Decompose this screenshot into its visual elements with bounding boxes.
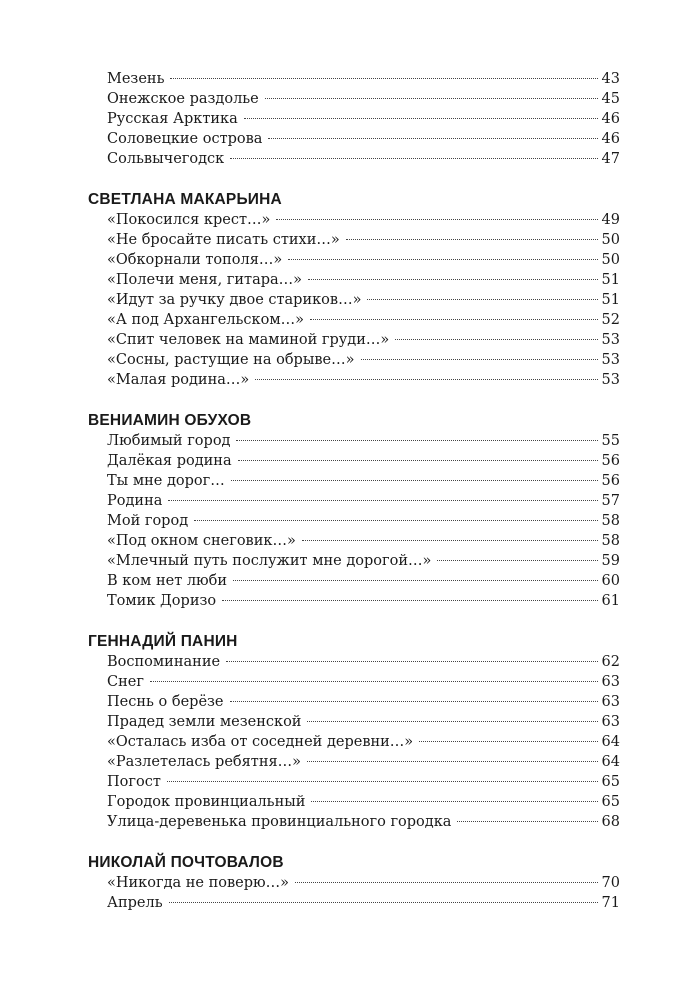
dot-leader bbox=[230, 701, 598, 702]
toc-entry bbox=[88, 89, 620, 109]
entry-page-number: 51 bbox=[601, 272, 620, 288]
dot-leader bbox=[150, 681, 598, 682]
entry-page-number: 64 bbox=[601, 754, 620, 770]
toc-entry bbox=[88, 370, 620, 390]
toc-entry bbox=[88, 330, 620, 350]
dot-leader bbox=[169, 902, 598, 903]
toc-entry bbox=[88, 732, 620, 752]
entry-page-number: 58 bbox=[601, 513, 620, 529]
toc-entry bbox=[88, 270, 620, 290]
entry-page-number: 49 bbox=[601, 212, 620, 228]
entry-page-number: 63 bbox=[601, 694, 620, 710]
entry-title: Улица-деревенька провинциального городка bbox=[107, 814, 452, 830]
entry-page-number: 56 bbox=[601, 453, 620, 469]
entry-title: «Разлетелась ребятня…» bbox=[107, 754, 302, 770]
dot-leader bbox=[276, 219, 597, 220]
dot-leader bbox=[295, 882, 598, 883]
toc-entry bbox=[88, 873, 620, 893]
entry-title: Мезень bbox=[107, 71, 165, 87]
toc-entry bbox=[88, 350, 620, 370]
dot-leader bbox=[168, 500, 597, 501]
dot-leader bbox=[230, 158, 597, 159]
entry-title: Любимый город bbox=[107, 433, 231, 449]
entry-page-number: 46 bbox=[601, 111, 620, 127]
dot-leader bbox=[367, 299, 597, 300]
entry-title: Городок провинциальный bbox=[107, 794, 306, 810]
dot-leader bbox=[310, 319, 598, 320]
author-heading: ВЕНИАМИН ОБУХОВ bbox=[88, 412, 252, 429]
entry-page-number: 57 bbox=[601, 493, 620, 509]
author-heading: СВЕТЛАНА МАКАРЬИНА bbox=[88, 191, 282, 208]
entry-page-number: 45 bbox=[601, 91, 620, 107]
toc-entry bbox=[88, 551, 620, 571]
toc-entry bbox=[88, 812, 620, 832]
author-heading: ГЕННАДИЙ ПАНИН bbox=[88, 633, 238, 650]
dot-leader bbox=[311, 801, 597, 802]
entry-title: «Малая родина…» bbox=[107, 372, 250, 388]
toc-entry bbox=[88, 571, 620, 591]
table-of-contents bbox=[88, 69, 620, 913]
entry-page-number: 65 bbox=[601, 774, 620, 790]
toc-section bbox=[88, 853, 620, 913]
dot-leader bbox=[308, 279, 598, 280]
entry-page-number: 56 bbox=[601, 473, 620, 489]
entry-title: «Сосны, растущие на обрыве…» bbox=[107, 352, 355, 368]
entry-title: «Идут за ручку двое стариков…» bbox=[107, 292, 362, 308]
entry-page-number: 70 bbox=[601, 875, 620, 891]
entry-title: Апрель bbox=[107, 895, 163, 911]
entry-title: Мой город bbox=[107, 513, 189, 529]
entry-page-number: 51 bbox=[601, 292, 620, 308]
toc-entry bbox=[88, 652, 620, 672]
dot-leader bbox=[419, 741, 597, 742]
entry-page-number: 59 bbox=[601, 553, 620, 569]
dot-leader bbox=[307, 761, 598, 762]
toc-entry bbox=[88, 109, 620, 129]
entry-title: «Спит человек на маминой груди…» bbox=[107, 332, 390, 348]
dot-leader bbox=[395, 339, 597, 340]
entry-page-number: 68 bbox=[601, 814, 620, 830]
dot-leader bbox=[346, 239, 598, 240]
entry-title: «Млечный путь послужит мне дорогой…» bbox=[107, 553, 432, 569]
entry-title: «Осталась изба от соседней деревни…» bbox=[107, 734, 414, 750]
entry-page-number: 53 bbox=[601, 372, 620, 388]
entry-title: «Полечи меня, гитара…» bbox=[107, 272, 303, 288]
entry-title: Снег bbox=[107, 674, 144, 690]
toc-section bbox=[88, 190, 620, 390]
toc-entry bbox=[88, 772, 620, 792]
entry-page-number: 58 bbox=[601, 533, 620, 549]
entry-title: «Обкорнали тополя…» bbox=[107, 252, 283, 268]
entry-page-number: 50 bbox=[601, 232, 620, 248]
toc-entry bbox=[88, 531, 620, 551]
toc-entry bbox=[88, 210, 620, 230]
entry-title: «Покосился крест…» bbox=[107, 212, 271, 228]
toc-entry bbox=[88, 69, 620, 89]
entry-title: «Не бросайте писать стихи…» bbox=[107, 232, 340, 248]
dot-leader bbox=[226, 661, 597, 662]
entry-page-number: 64 bbox=[601, 734, 620, 750]
dot-leader bbox=[222, 600, 597, 601]
dot-leader bbox=[457, 821, 597, 822]
entry-title: «Никогда не поверю…» bbox=[107, 875, 290, 891]
toc-entry bbox=[88, 451, 620, 471]
toc-entry bbox=[88, 290, 620, 310]
toc-entry bbox=[88, 149, 620, 169]
toc-entry-list bbox=[88, 431, 620, 611]
entry-page-number: 63 bbox=[601, 674, 620, 690]
toc-section bbox=[88, 411, 620, 611]
entry-title: Воспоминание bbox=[107, 654, 221, 670]
toc-entry bbox=[88, 792, 620, 812]
entry-page-number: 47 bbox=[601, 151, 620, 167]
entry-title: Русская Арктика bbox=[107, 111, 238, 127]
dot-leader bbox=[194, 520, 597, 521]
entry-title: Томик Доризо bbox=[107, 593, 217, 609]
dot-leader bbox=[307, 721, 597, 722]
dot-leader bbox=[437, 560, 597, 561]
toc-entry bbox=[88, 471, 620, 491]
entry-title: Песнь о берёзе bbox=[107, 694, 224, 710]
toc-entry bbox=[88, 230, 620, 250]
toc-entry bbox=[88, 310, 620, 330]
dot-leader bbox=[238, 460, 598, 461]
entry-page-number: 62 bbox=[601, 654, 620, 670]
entry-page-number: 46 bbox=[601, 131, 620, 147]
toc-entry bbox=[88, 752, 620, 772]
dot-leader bbox=[244, 118, 598, 119]
toc-entry-list bbox=[88, 873, 620, 913]
dot-leader bbox=[233, 580, 597, 581]
entry-page-number: 50 bbox=[601, 252, 620, 268]
entry-page-number: 71 bbox=[601, 895, 620, 911]
entry-page-number: 53 bbox=[601, 332, 620, 348]
dot-leader bbox=[302, 540, 598, 541]
dot-leader bbox=[231, 480, 598, 481]
toc-entry bbox=[88, 712, 620, 732]
dot-leader bbox=[255, 379, 597, 380]
entry-title: Соловецкие острова bbox=[107, 131, 263, 147]
entry-page-number: 43 bbox=[601, 71, 620, 87]
entry-page-number: 60 bbox=[601, 573, 620, 589]
dot-leader bbox=[265, 98, 598, 99]
toc-entry bbox=[88, 591, 620, 611]
entry-title: Далёкая родина bbox=[107, 453, 232, 469]
dot-leader bbox=[167, 781, 598, 782]
entry-page-number: 65 bbox=[601, 794, 620, 810]
dot-leader bbox=[170, 78, 597, 79]
toc-section bbox=[88, 632, 620, 832]
toc-entry bbox=[88, 431, 620, 451]
author-heading: НИКОЛАЙ ПОЧТОВАЛОВ bbox=[88, 854, 284, 871]
entry-title: Родина bbox=[107, 493, 163, 509]
toc-entry bbox=[88, 692, 620, 712]
entry-page-number: 63 bbox=[601, 714, 620, 730]
entry-page-number: 52 bbox=[601, 312, 620, 328]
toc-entry bbox=[88, 672, 620, 692]
entry-title: «Под окном снеговик…» bbox=[107, 533, 296, 549]
entry-page-number: 53 bbox=[601, 352, 620, 368]
dot-leader bbox=[268, 138, 597, 139]
toc-entry bbox=[88, 129, 620, 149]
entry-title: Погост bbox=[107, 774, 161, 790]
toc-entry bbox=[88, 893, 620, 913]
toc-entry bbox=[88, 491, 620, 511]
toc-entry-list bbox=[88, 210, 620, 390]
dot-leader bbox=[288, 259, 597, 260]
entry-page-number: 55 bbox=[601, 433, 620, 449]
toc-entry-list bbox=[88, 69, 620, 169]
entry-title: Прадед земли мезенской bbox=[107, 714, 302, 730]
toc-section bbox=[88, 69, 620, 169]
dot-leader bbox=[361, 359, 598, 360]
toc-entry bbox=[88, 511, 620, 531]
toc-entry-list bbox=[88, 652, 620, 832]
dot-leader bbox=[236, 440, 597, 441]
entry-page-number: 61 bbox=[601, 593, 620, 609]
entry-title: Онежское раздолье bbox=[107, 91, 259, 107]
entry-title: Ты мне дорог… bbox=[107, 473, 225, 489]
entry-title: Сольвычегодск bbox=[107, 151, 225, 167]
entry-title: «А под Архангельском…» bbox=[107, 312, 304, 328]
entry-title: В ком нет люби bbox=[107, 573, 228, 589]
toc-entry bbox=[88, 250, 620, 270]
